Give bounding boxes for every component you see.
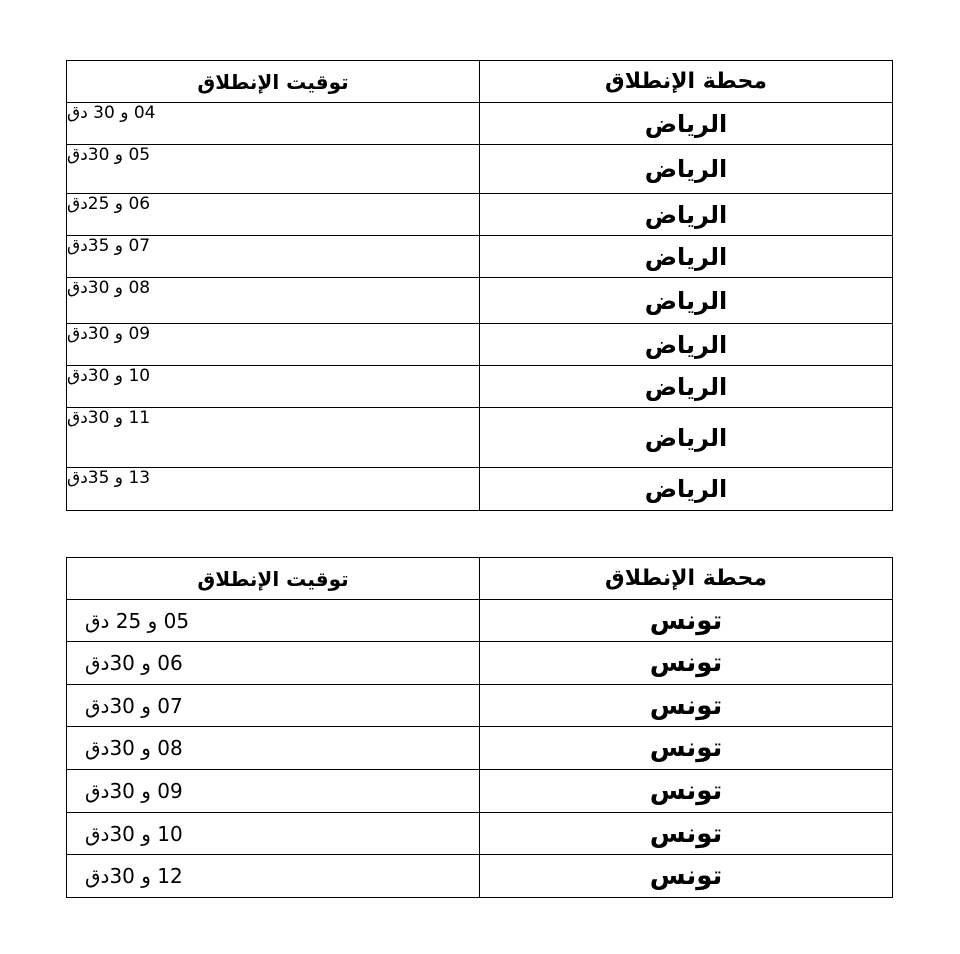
time-column-header: توقيت الإنطلاق [67, 61, 480, 103]
station-cell: الرياض [480, 366, 893, 408]
time-cell [67, 770, 480, 813]
table-row [67, 408, 893, 468]
station-cell: الرياض [480, 236, 893, 278]
table-row [67, 685, 893, 727]
time-cell [67, 685, 480, 727]
table-row [67, 642, 893, 685]
table-row [67, 194, 893, 236]
station-column-header: محطة الإنطلاق [480, 61, 893, 103]
table-row [67, 727, 893, 770]
time-cell [67, 727, 480, 770]
time-value: 07 و 35دق [67, 236, 151, 256]
table-row [67, 770, 893, 813]
time-cell [67, 600, 480, 642]
riyadh-schedule-table [66, 60, 893, 511]
station-cell: تونس [480, 855, 893, 898]
station-cell: الرياض [480, 278, 893, 324]
table-header-row [67, 61, 893, 103]
time-cell [67, 145, 480, 194]
time-cell [67, 813, 480, 855]
station-cell: تونس [480, 770, 893, 813]
station-cell: الرياض [480, 468, 893, 511]
time-value: 10 و 30دق [85, 821, 183, 846]
station-cell: تونس [480, 600, 893, 642]
station-cell: تونس [480, 642, 893, 685]
time-value: 07 و 30دق [85, 693, 183, 718]
tunis-schedule-table [66, 557, 893, 898]
station-cell: الرياض [480, 324, 893, 366]
time-cell [67, 408, 480, 468]
time-value: 13 و 35دق [67, 468, 151, 488]
time-value: 06 و 25دق [67, 194, 151, 214]
table-row [67, 600, 893, 642]
time-value: 09 و 30دق [67, 324, 151, 344]
time-value: 06 و 30دق [85, 651, 183, 675]
time-value: 04 و 30 دق [67, 103, 156, 123]
table-row [67, 813, 893, 855]
station-column-header: محطة الإنطلاق [480, 558, 893, 600]
time-cell [67, 278, 480, 324]
station-cell: الرياض [480, 194, 893, 236]
time-value: 05 و 25 دق [85, 608, 190, 633]
table-row [67, 366, 893, 408]
table-row [67, 145, 893, 194]
table-row [67, 103, 893, 145]
time-column-header: توقيت الإنطلاق [67, 558, 480, 600]
time-cell [67, 366, 480, 408]
time-cell [67, 194, 480, 236]
time-value: 11 و 30دق [67, 408, 151, 428]
station-cell: تونس [480, 727, 893, 770]
station-cell: الرياض [480, 145, 893, 194]
time-cell [67, 103, 480, 145]
time-cell [67, 236, 480, 278]
time-cell [67, 324, 480, 366]
time-value: 09 و 30دق [85, 779, 183, 803]
table-row [67, 468, 893, 511]
time-cell [67, 642, 480, 685]
table-header-row [67, 558, 893, 600]
table-row [67, 236, 893, 278]
time-value: 08 و 30دق [67, 278, 151, 298]
table-row [67, 855, 893, 898]
station-cell: تونس [480, 813, 893, 855]
time-value: 05 و 30دق [67, 145, 151, 165]
station-cell: الرياض [480, 408, 893, 468]
time-value: 12 و 30دق [85, 864, 183, 888]
station-cell: الرياض [480, 103, 893, 145]
time-cell [67, 855, 480, 898]
time-value: 08 و 30دق [85, 736, 183, 760]
time-value: 10 و 30دق [67, 366, 151, 386]
time-cell [67, 468, 480, 511]
station-cell: تونس [480, 685, 893, 727]
table-row [67, 324, 893, 366]
table-row [67, 278, 893, 324]
